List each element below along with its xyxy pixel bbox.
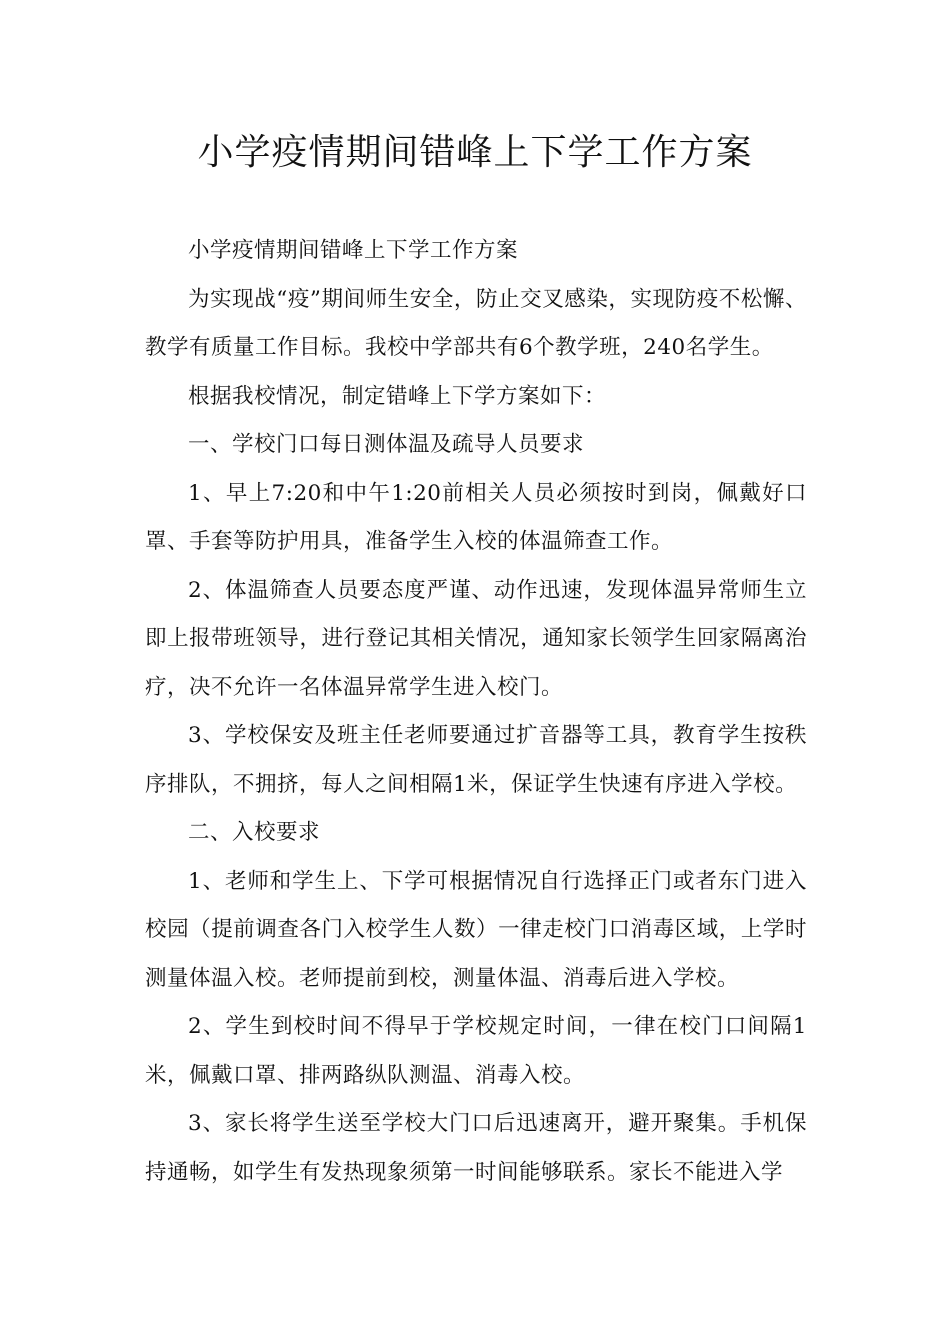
paragraph-plan-intro: 根据我校情况，制定错峰上下学方案如下： xyxy=(188,383,607,409)
document-body xyxy=(145,227,807,1197)
section-heading-1: 一、学校门口每日测体温及疏导人员要求 xyxy=(188,432,585,457)
paragraph-1-2: 2、体温筛查人员要态度严谨、动作迅速，发现体温异常师生立即上报带班领导，进行登记其相关情况，通知家长领学生回家隔离治疗，决不允许一名体温异常学生进入校门。 xyxy=(145,577,807,700)
paragraph-2-1: 1、老师和学生上、下学可根据情况自行选择正门或者东门进入校园（提前调查各门入校学生人数）一律走校门口消毒区域，上学时测量体温入校。老师提前到校，测量体温、消毒后进入学校。 xyxy=(145,868,807,991)
paragraph-1-1: 1、早上7:20和中午1:20前相关人员必须按时到岗，佩戴好口罩、手套等防护用具，准备学生入校的体温筛查工作。 xyxy=(145,480,807,554)
paragraph-subtitle: 小学疫情期间错峰上下学工作方案 xyxy=(188,238,519,263)
paragraph-1-3: 3、学校保安及班主任老师要通过扩音器等工具，教育学生按秩序排队，不拥挤，每人之间相隔1米，保证学生快速有序进入学校。 xyxy=(145,723,807,797)
section-heading-2: 二、入校要求 xyxy=(188,820,321,845)
paragraph-2-3: 3、家长将学生送至学校大门口后迅速离开，避开聚集。手机保持通畅，如学生有发热现象须第一时间能够联系。家长不能进入学 xyxy=(145,1111,807,1185)
paragraph-2-2: 2、学生到校时间不得早于学校规定时间，一律在校门口间隔1米，佩戴口罩、排两路纵队测温、消毒入校。 xyxy=(145,1014,807,1088)
document-title: 小学疫情期间错峰上下学工作方案 xyxy=(197,132,753,173)
paragraph-intro: 为实现战“疫”期间师生安全，防止交叉感染，实现防疫不松懈、教学有质量工作目标。我校中学部共有6个教学班，240名学生。 xyxy=(145,286,807,360)
